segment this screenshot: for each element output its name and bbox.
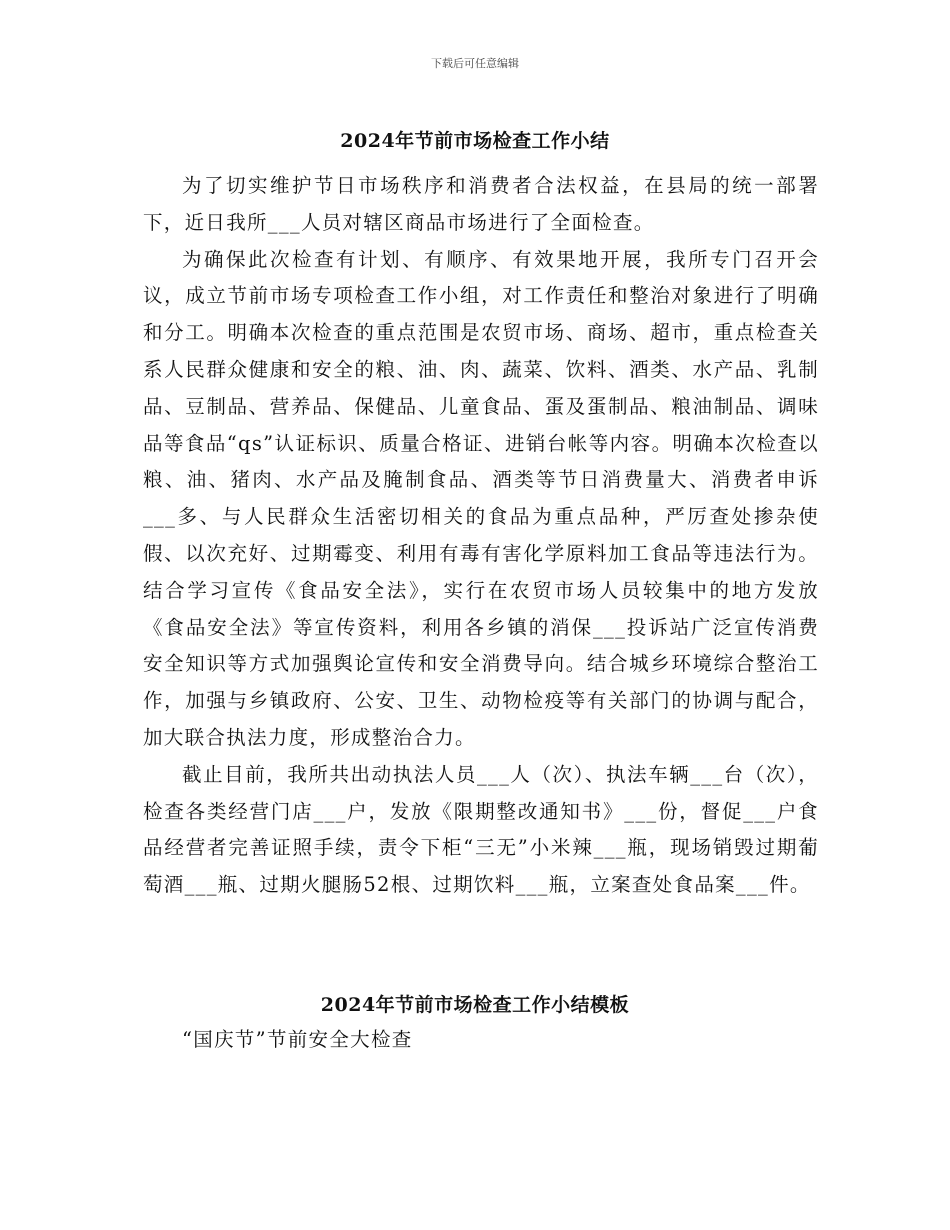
paragraph-results: 截止目前，我所共出动执法人员___人（次）、执法车辆___台（次），检查各类经营门店___户，发放《限期整改通知书》___份，督促___户食品经营者完善证照手续，责令下柜“三无”小米辣___瓶，现场销毁过期葡萄酒___瓶、过期火腿肠52根、过期饮料___瓶，立案查处食品案___件。 [143, 762, 819, 897]
second-line: “国庆节”节前安全大检查 [182, 1028, 413, 1051]
document-title: 2024年节前市场检查工作小结 [340, 130, 610, 152]
paragraph-intro: 为了切实维护节日市场秩序和消费者合法权益，在县局的统一部署下，近日我所___人员对辖区商品市场进行了全面检查。 [143, 174, 819, 234]
header-note: 下载后可任意编辑 [431, 57, 519, 70]
second-title: 2024年节前市场检查工作小结模板 [320, 994, 630, 1016]
paragraph-plan: 为确保此次检查有计划、有顺序、有效果地开展，我所专门召开会议，成立节前市场专项检查工作小组，对工作责任和整治对象进行了明确和分工。明确本次检查的重点范围是农贸市场、商场、超市，重点检查关系人民群众健康和安全的粮、油、肉、蔬菜、饮料、酒类、水产品、乳制品、豆制品、营养品、保健品、儿童食品、蛋及蛋制品、粮油制品、调味品等食品“qs”认证标识、质量合格证、进销台帐等内容。明确本次检查以粮、油、猪肉、水产品及腌制食品、酒类等节日消费量大、消费者申诉___多、与人民群众生活密切相关的食品为重点品种，严厉查处掺杂使假、以次充好、过期霉变、利用有毒有害化学原料加工食品等违法行为。结合学习宣传《食品安全法》，实行在农贸市场人员较集中的地方发放《食品安全法》等宣传资料，利用各乡镇的消保___投诉站广泛宣传消费安全知识等方式加强舆论宣传和安全消费导向。结合城乡环境综合整治工作，加强与乡镇政府、公安、卫生、动物检疫等有关部门的协调与配合，加大联合执法力度，形成整治合力。 [143, 247, 819, 749]
document-body [143, 168, 819, 904]
